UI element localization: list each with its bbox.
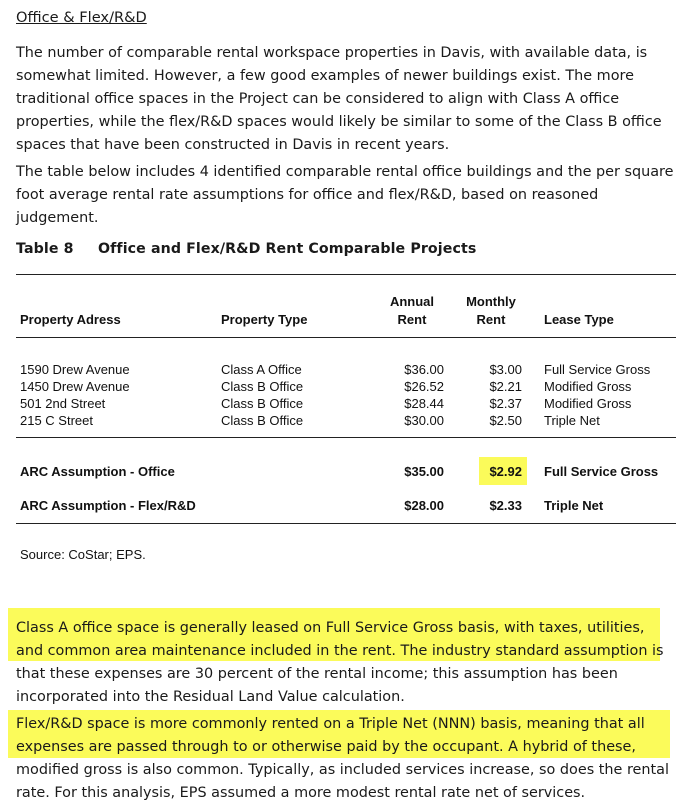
paragraph-a-highlighted-text: Class A office space is generally leased on Full Service Gross basis, with taxes, utilities, and common area maintenance included in the rent.: [16, 620, 645, 659]
header-annual-line1: Annual: [389, 294, 435, 309]
paragraph-class-a: [16, 617, 671, 709]
assumption-annual: $28.00: [404, 498, 444, 513]
table-source: Source: CoStar; EPS.: [20, 547, 146, 562]
cell-lease: Modified Gross: [544, 396, 632, 411]
paragraph-b-text: A hybrid of these, modified gross is also common. Typically, as included services increase, so does the rental rate. For this analysis, EPS assumed a more modest rental rate net of services.: [16, 739, 669, 801]
assumption-label: ARC Assumption - Office: [20, 464, 175, 479]
table-number: Table 8: [16, 241, 74, 257]
assumption-label: ARC Assumption - Flex/R&D: [20, 498, 196, 513]
intro-paragraph-2: The table below includes 4 identified comparable rental office buildings and the per square foot average rental rate assumptions for office and flex/R&D, based on reasoned judgement.: [16, 164, 674, 226]
paragraph-flex: [16, 713, 676, 805]
table-row: [0, 361, 700, 378]
cell-monthly: $2.50: [489, 413, 522, 428]
cell-type: Class B Office: [221, 413, 304, 428]
header-address: Property Adress: [20, 312, 121, 327]
cell-type: Class A Office: [221, 362, 302, 377]
header-monthly-line1: Monthly: [466, 294, 516, 309]
cell-annual: $28.44: [404, 396, 444, 411]
table-row: [0, 378, 700, 395]
header-monthly-line2: Rent: [476, 312, 506, 327]
table-header-rule: [16, 337, 676, 338]
paragraph-a-text: The industry standard assumption is that these expenses are 30 percent of the rental income; this assumption has been incorporated into the Residual Land Value calculation.: [16, 643, 664, 705]
cell-monthly: $2.37: [489, 396, 522, 411]
intro-paragraph: The number of comparable rental workspace properties in Davis, with available data, is somewhat limited. However, a few good examples of newer buildings exist. The more traditional office spaces in the Project can be considered to align with Class A office properties, while the flex/R&D spaces would likely be similar to some of the Class B office spaces that have been constructed in Davis in recent years.: [16, 45, 662, 153]
assumption-row-flex: [0, 497, 700, 514]
section-heading: Office & Flex/R&D: [16, 9, 147, 26]
cell-monthly: $3.00: [489, 362, 522, 377]
cell-address: 1450 Drew Avenue: [20, 379, 130, 394]
assumption-lease: Full Service Gross: [544, 464, 659, 479]
cell-type: Class B Office: [221, 379, 304, 394]
table-title: Office and Flex/R&D Rent Comparable Projects: [98, 241, 477, 257]
cell-address: 501 2nd Street: [20, 396, 106, 411]
cell-lease: Full Service Gross: [544, 362, 651, 377]
header-lease: Lease Type: [544, 312, 614, 327]
cell-lease: Modified Gross: [544, 379, 632, 394]
cell-address: 1590 Drew Avenue: [20, 362, 130, 377]
header-annual-line2: Rent: [397, 312, 427, 327]
table-bottom-rule: [16, 523, 676, 524]
cell-annual: $36.00: [404, 362, 444, 377]
assumption-row-office: [0, 463, 700, 480]
table-top-rule: [16, 274, 676, 275]
assumption-monthly: $2.33: [489, 498, 522, 513]
table-caption: [16, 238, 476, 261]
cell-annual: $26.52: [404, 379, 444, 394]
cell-address: 215 C Street: [20, 413, 93, 428]
table-assumption-rule: [16, 437, 676, 438]
paragraph-b-highlighted-text: Flex/R&D space is more commonly rented on a Triple Net (NNN) basis, meaning that all expenses are passed through to or otherwise paid by the occupant.: [16, 716, 645, 755]
cell-lease: Triple Net: [544, 413, 600, 428]
header-type: Property Type: [221, 312, 308, 327]
assumption-annual: $35.00: [404, 464, 444, 479]
assumption-monthly: $2.92: [489, 464, 522, 479]
cell-monthly: $2.21: [489, 379, 522, 394]
table-row: [0, 395, 700, 412]
assumption-lease: Triple Net: [544, 498, 604, 513]
cell-annual: $30.00: [404, 413, 444, 428]
table-row: [0, 412, 700, 429]
cell-type: Class B Office: [221, 396, 304, 411]
